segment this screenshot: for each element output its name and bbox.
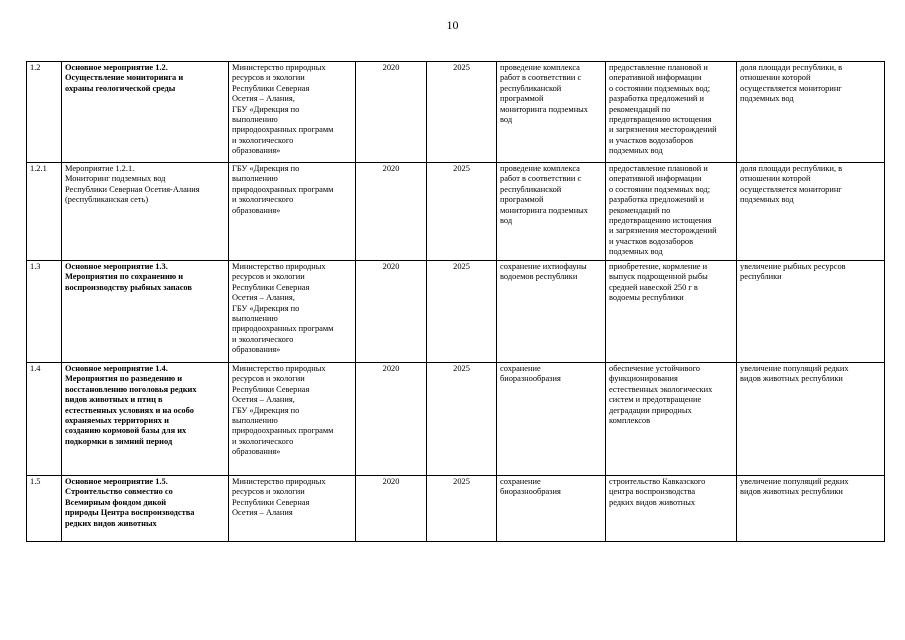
cell-indicator-line: увеличение популяций редких [740, 477, 849, 486]
cell-title-line: Основное мероприятие 1.5. [65, 477, 168, 486]
cell-indicator-line: подземных вод [740, 195, 794, 205]
cell-actions-line: разработка предложений и [609, 195, 704, 205]
cell-executor-line: выполнению [232, 174, 278, 184]
cell-title-line: Основное мероприятие 1.2. [65, 63, 168, 72]
cell-actions-line: деградации природных [609, 405, 692, 415]
cell-result-line: сохранение ихтиофауны [500, 262, 587, 271]
cell-actions-line: и участков водозаборов [609, 236, 694, 246]
cell-actions-line: предоставление плановой и [609, 164, 708, 173]
cell-executor-line: ГБУ «Дирекция по [232, 104, 300, 114]
cell-indicator-line: увеличение популяций редких [740, 364, 849, 373]
cell-title-line: редких видов животных [65, 518, 157, 528]
cell-result-line: работ в соответствии с [500, 174, 582, 184]
cell-actions [606, 363, 737, 476]
cell-title-line: природы Центра воспроизводства [65, 508, 195, 518]
cell-indicator-line: отношении которой [740, 174, 811, 184]
cell-actions-line: предотвращению истощения [609, 115, 712, 125]
cell-number: 1.2 [27, 62, 62, 163]
table-row [27, 476, 885, 542]
cell-actions-line: оперативной информации [609, 73, 702, 83]
cell-actions-line: о состоянии подземных вод; [609, 184, 711, 194]
table-row [27, 62, 885, 163]
cell-executor-line: ГБУ «Дирекция по [232, 303, 300, 313]
cell-year-end: 2025 [427, 363, 497, 476]
cell-actions-line: подземных вод [609, 146, 663, 156]
cell-actions-line: разработка предложений и [609, 94, 704, 104]
cell-executor-line: Осетия – Алания, [232, 94, 295, 104]
cell-actions-line: водоемы республики [609, 293, 684, 303]
cell-title-line: Осуществление мониторинга и [65, 73, 184, 83]
cell-actions-line: и загрязнения месторождений [609, 125, 717, 135]
cell-result-line: республиканской [500, 184, 562, 194]
cell-indicator [737, 62, 885, 163]
cell-executor [229, 261, 356, 363]
cell-result-line: программой [500, 195, 544, 205]
cell-executor-line: Республики Северная [232, 282, 310, 292]
cell-executor-line: Осетия – Алания, [232, 395, 295, 405]
cell-executor-line: Министерство природных [232, 364, 326, 373]
cell-executor-line: образования» [232, 447, 281, 457]
cell-indicator-line: подземных вод [740, 94, 794, 104]
cell-executor-line: природоохранных программ [232, 324, 334, 334]
cell-executor-line: ресурсов и экологии [232, 374, 305, 384]
cell-actions-line: редких видов животных [609, 497, 696, 507]
cell-executor-line: ресурсов и экологии [232, 272, 305, 282]
cell-actions-line: рекомендаций по [609, 205, 671, 215]
cell-executor-line: и экологического [232, 195, 294, 205]
cell-year-start: 2020 [356, 62, 427, 163]
cell-title-line: подкормки в зимний период [65, 436, 173, 446]
cell-result [497, 62, 606, 163]
cell-result-line: биоразнообразия [500, 374, 561, 384]
table-body [27, 62, 885, 542]
cell-executor [229, 363, 356, 476]
cell-year-start: 2020 [356, 261, 427, 363]
cell-year-start: 2020 [356, 476, 427, 542]
cell-indicator-line: доля площади республики, в [740, 164, 843, 173]
cell-actions-line: о состоянии подземных вод; [609, 83, 711, 93]
cell-title [62, 363, 229, 476]
cell-executor-line: ГБУ «Дирекция по [232, 405, 300, 415]
cell-actions [606, 163, 737, 261]
cell-indicator-line: осуществляется мониторинг [740, 184, 842, 194]
cell-executor-line: Осетия – Алания, [232, 293, 295, 303]
cell-executor-line: образования» [232, 205, 281, 215]
cell-actions-line: строительство Кавказского [609, 477, 706, 486]
cell-result [497, 163, 606, 261]
cell-title-line: Мероприятия по сохранению и [65, 272, 184, 282]
cell-result [497, 476, 606, 542]
cell-title-line: охраны геологической среды [65, 83, 176, 93]
cell-title [62, 476, 229, 542]
cell-title-line: Республики Северная Осетия-Алания [65, 184, 200, 194]
cell-indicator-line: отношении которой [740, 73, 811, 83]
cell-result-line: проведение комплекса [500, 63, 580, 72]
cell-indicator-line: доля площади республики, в [740, 63, 843, 72]
cell-actions-line: центра воспроизводства [609, 487, 696, 497]
cell-actions-line: средней навеской 250 г в [609, 282, 698, 292]
cell-indicator [737, 363, 885, 476]
cell-year-end: 2025 [427, 476, 497, 542]
cell-actions-line: функционирования [609, 374, 678, 384]
cell-executor-line: и экологического [232, 436, 294, 446]
cell-executor-line: ГБУ «Дирекция по [232, 164, 300, 173]
cell-indicator [737, 261, 885, 363]
cell-title-line: Всемирным фондом дикой [65, 497, 167, 507]
cell-title-line: Строительство совместно со [65, 487, 173, 497]
cell-result-line: вод [500, 115, 513, 125]
cell-title-line: Мониторинг подземных вод [65, 174, 166, 184]
cell-result-line: республиканской [500, 83, 562, 93]
cell-indicator-line: увеличение рыбных ресурсов [740, 262, 846, 271]
cell-number: 1.3 [27, 261, 62, 363]
cell-indicator-line: осуществляется мониторинг [740, 83, 842, 93]
cell-executor-line: природоохранных программ [232, 184, 334, 194]
cell-actions-line: подземных вод [609, 247, 663, 257]
cell-title-line: восстановлению поголовья редких [65, 384, 197, 394]
cell-indicator [737, 163, 885, 261]
cell-executor-line: ресурсов и экологии [232, 487, 305, 497]
cell-title [62, 261, 229, 363]
cell-actions-line: выпуск подрощенной рыбы [609, 272, 708, 282]
cell-title-line: видов животных и птиц в [65, 395, 163, 405]
cell-title [62, 163, 229, 261]
cell-result-line: работ в соответствии с [500, 73, 582, 83]
cell-indicator-line: республики [740, 272, 782, 282]
cell-title-line: воспроизводству рыбных запасов [65, 282, 192, 292]
cell-executor-line: природоохранных программ [232, 426, 334, 436]
cell-year-start: 2020 [356, 363, 427, 476]
cell-title-line: Мероприятия по разведению и [65, 374, 183, 384]
cell-year-end: 2025 [427, 163, 497, 261]
cell-executor-line: и экологического [232, 334, 294, 344]
cell-result-line: мониторинга подземных [500, 104, 588, 114]
cell-result-line: сохранение [500, 477, 541, 486]
cell-executor [229, 476, 356, 542]
cell-title-line: Мероприятие 1.2.1. [65, 164, 135, 173]
cell-title-line: Основное мероприятие 1.4. [65, 364, 168, 373]
cell-executor-line: природоохранных программ [232, 125, 334, 135]
cell-year-start: 2020 [356, 163, 427, 261]
cell-executor [229, 163, 356, 261]
cell-executor-line: выполнению [232, 115, 278, 125]
cell-title-line: созданию кормовой базы для их [65, 426, 187, 436]
cell-result-line: вод [500, 216, 513, 226]
table-row [27, 261, 885, 363]
cell-executor-line: выполнению [232, 416, 278, 426]
cell-result-line: сохранение [500, 364, 541, 373]
cell-actions-line: предоставление плановой и [609, 63, 708, 72]
cell-result-line: проведение комплекса [500, 164, 580, 173]
cell-actions-line: оперативной информации [609, 174, 702, 184]
cell-executor-line: Осетия – Алания [232, 508, 293, 518]
cell-executor-line: образования» [232, 146, 281, 156]
cell-executor-line: Республики Северная [232, 384, 310, 394]
cell-executor-line: Республики Северная [232, 497, 310, 507]
cell-actions-line: рекомендаций по [609, 104, 671, 114]
cell-executor [229, 62, 356, 163]
cell-title [62, 62, 229, 163]
cell-title-line: (республиканская сеть) [65, 195, 149, 205]
cell-title-line: естественных условиях и на особо [65, 405, 194, 415]
cell-actions-line: естественных экологических [609, 384, 713, 394]
cell-executor-line: Министерство природных [232, 477, 326, 486]
cell-actions [606, 476, 737, 542]
cell-indicator-line: видов животных республики [740, 487, 843, 497]
cell-executor-line: образования» [232, 345, 281, 355]
cell-result-line: мониторинга подземных [500, 205, 588, 215]
cell-actions [606, 62, 737, 163]
cell-actions-line: обеспечение устойчивого [609, 364, 700, 373]
cell-year-end: 2025 [427, 261, 497, 363]
cell-executor-line: Министерство природных [232, 63, 326, 72]
cell-executor-line: выполнению [232, 314, 278, 324]
cell-executor-line: и экологического [232, 135, 294, 145]
cell-result-line: биоразнообразия [500, 487, 561, 497]
cell-executor-line: ресурсов и экологии [232, 73, 305, 83]
cell-actions-line: и участков водозаборов [609, 135, 694, 145]
cell-indicator [737, 476, 885, 542]
cell-actions [606, 261, 737, 363]
cell-number: 1.2.1 [27, 163, 62, 261]
cell-year-end: 2025 [427, 62, 497, 163]
cell-executor-line: Республики Северная [232, 83, 310, 93]
cell-title-line: Основное мероприятие 1.3. [65, 262, 168, 271]
cell-result-line: водоемов республики [500, 272, 578, 282]
cell-result [497, 363, 606, 476]
table-row [27, 363, 885, 476]
cell-result-line: программой [500, 94, 544, 104]
table-row [27, 163, 885, 261]
cell-title-line: охраняемых территориях и [65, 416, 169, 426]
cell-actions-line: предотвращению истощения [609, 216, 712, 226]
cell-number: 1.5 [27, 476, 62, 542]
cell-executor-line: Министерство природных [232, 262, 326, 271]
cell-indicator-line: видов животных республики [740, 374, 843, 384]
page-number: 10 [446, 18, 459, 32]
program-table [26, 61, 885, 542]
cell-actions-line: приобретение, кормление и [609, 262, 708, 271]
cell-number: 1.4 [27, 363, 62, 476]
cell-actions-line: систем и предотвращение [609, 395, 702, 405]
cell-result [497, 261, 606, 363]
cell-actions-line: и загрязнения месторождений [609, 226, 717, 236]
cell-actions-line: комплексов [609, 416, 651, 426]
